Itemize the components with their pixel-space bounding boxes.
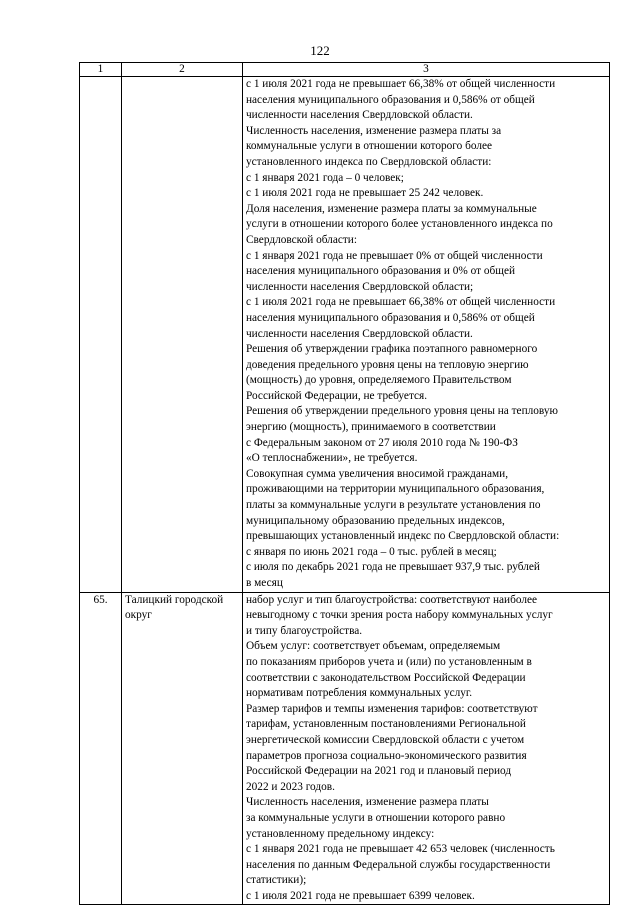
- municipality-name: [122, 592, 243, 905]
- text-line: с 1 июля 2021 года не превышает 66,38% от общей численности: [246, 296, 556, 309]
- text-line: нормативам потребления коммунальных услуг.: [246, 687, 473, 700]
- text-line: и типу благоустройства.: [246, 624, 363, 637]
- text-line: муниципальному образованию предельных индексов,: [246, 514, 505, 527]
- text-line: соответствии с законодательством Российской Федерации: [246, 671, 526, 684]
- text-line: с 1 июля 2021 года не превышает 25 242 человек.: [246, 187, 484, 200]
- text-line: (мощность) до уровня, определяемого Правительством: [246, 374, 512, 387]
- text-line: Свердловской области:: [246, 233, 357, 246]
- text-line: Численность населения, изменение размера платы за: [246, 124, 502, 137]
- text-line: за коммунальные услуги в отношении которого равно: [246, 811, 506, 824]
- text-line: Размер тарифов и темпы изменения тарифов: соответствуют: [246, 702, 538, 715]
- text-line: с 1 января 2021 года – 0 человек;: [246, 171, 404, 184]
- document-table: [79, 62, 610, 905]
- text-line: платы за коммунальные услуги в результате установления по: [246, 499, 541, 512]
- text-line: параметров прогноза социально-экономического развития: [246, 749, 527, 762]
- text-line: энергию (мощность), принимаемого в соответствии: [246, 421, 496, 434]
- text-line: тарифам, установленным постановлениями Региональной: [246, 718, 526, 731]
- page-number: 122: [310, 43, 330, 58]
- municipality-name: [122, 77, 243, 593]
- text-line: населения муниципального образования и 0,586% от общей: [246, 93, 535, 106]
- text-line: с Федеральным законом от 27 июля 2010 года № 190-ФЗ: [246, 436, 518, 449]
- text-line: установленному предельному индексу:: [246, 827, 435, 840]
- text-line: Решения об утверждении предельного уровня цены на тепловую: [246, 405, 558, 418]
- text-line: Объем услуг: соответствует объемам, определяемым: [246, 640, 501, 653]
- text-line: с 1 июля 2021 года не превышает 66,38% от общей численности: [246, 78, 556, 90]
- row-text: [243, 592, 610, 905]
- column-header-3: 3: [243, 63, 610, 77]
- text-line: по показаниям приборов учета и (или) по установленным в: [246, 655, 532, 668]
- row-text: [243, 77, 610, 593]
- text-line: услуги в отношении которого более установленного индекса по: [246, 218, 553, 231]
- text-line: с января по июнь 2021 года – 0 тыс. рублей в месяц;: [246, 545, 497, 558]
- text-line: Численность населения, изменение размера платы: [246, 796, 489, 809]
- text-line: «О теплоснабжении», не требуется.: [246, 452, 418, 465]
- row-number: [80, 77, 122, 593]
- table-row: [80, 77, 610, 593]
- text-line: населения муниципального образования и 0,586% от общей: [246, 311, 535, 324]
- text-line: с июля по декабрь 2021 года не превышает 937,9 тыс. рублей: [246, 561, 540, 574]
- text-line: Российской Федерации на 2021 год и плановый период: [246, 765, 512, 778]
- text-line: доведения предельного уровня цены на тепловую энергию: [246, 358, 529, 371]
- column-header-1: 1: [80, 63, 122, 77]
- text-line: набор услуг и тип благоустройства: соответствуют наиболее: [246, 593, 538, 606]
- text-line: с 1 января 2021 года не превышает 42 653 человек (численность: [246, 843, 555, 856]
- column-header-2: 2: [122, 63, 243, 77]
- text-line: Совокупная сумма увеличения вносимой гражданами,: [246, 467, 509, 480]
- name-line: Талицкий городской: [125, 593, 224, 606]
- text-line: проживающими на территории муниципального образования,: [246, 483, 545, 496]
- text-line: превышающих установленный индекс по Свердловской области:: [246, 530, 560, 543]
- text-line: Российской Федерации, не требуется.: [246, 389, 428, 402]
- text-line: энергетической комиссии Свердловской области с учетом: [246, 733, 525, 746]
- text-line: численности населения Свердловской области.: [246, 109, 473, 122]
- text-line: невыгодному с точки зрения роста набору коммунальных услуг: [246, 609, 553, 622]
- text-line: с 1 июля 2021 года не превышает 6399 человек.: [246, 889, 475, 902]
- text-line: Доля населения, изменение размера платы за коммунальные: [246, 202, 537, 215]
- text-line: Решения об утверждении графика поэтапного равномерного: [246, 343, 538, 356]
- table-header-row: [80, 63, 610, 77]
- table-row: [80, 592, 610, 905]
- text-line: численности населения Свердловской области;: [246, 280, 474, 293]
- row-number: 65.: [80, 592, 122, 905]
- text-line: установленного индекса по Свердловской области:: [246, 155, 492, 168]
- text-line: численности населения Свердловской области.: [246, 327, 473, 340]
- text-line: 2022 и 2023 годов.: [246, 780, 335, 793]
- name-line: округ: [125, 609, 152, 622]
- text-line: в месяц: [246, 577, 283, 589]
- text-line: населения по данным Федеральной службы государственности: [246, 858, 551, 871]
- text-line: населения муниципального образования и 0% от общей: [246, 265, 516, 278]
- text-line: с 1 января 2021 года не превышает 0% от общей численности: [246, 249, 543, 262]
- text-line: коммунальные услуги в отношении которого более: [246, 140, 493, 153]
- text-line: статистики);: [246, 874, 307, 887]
